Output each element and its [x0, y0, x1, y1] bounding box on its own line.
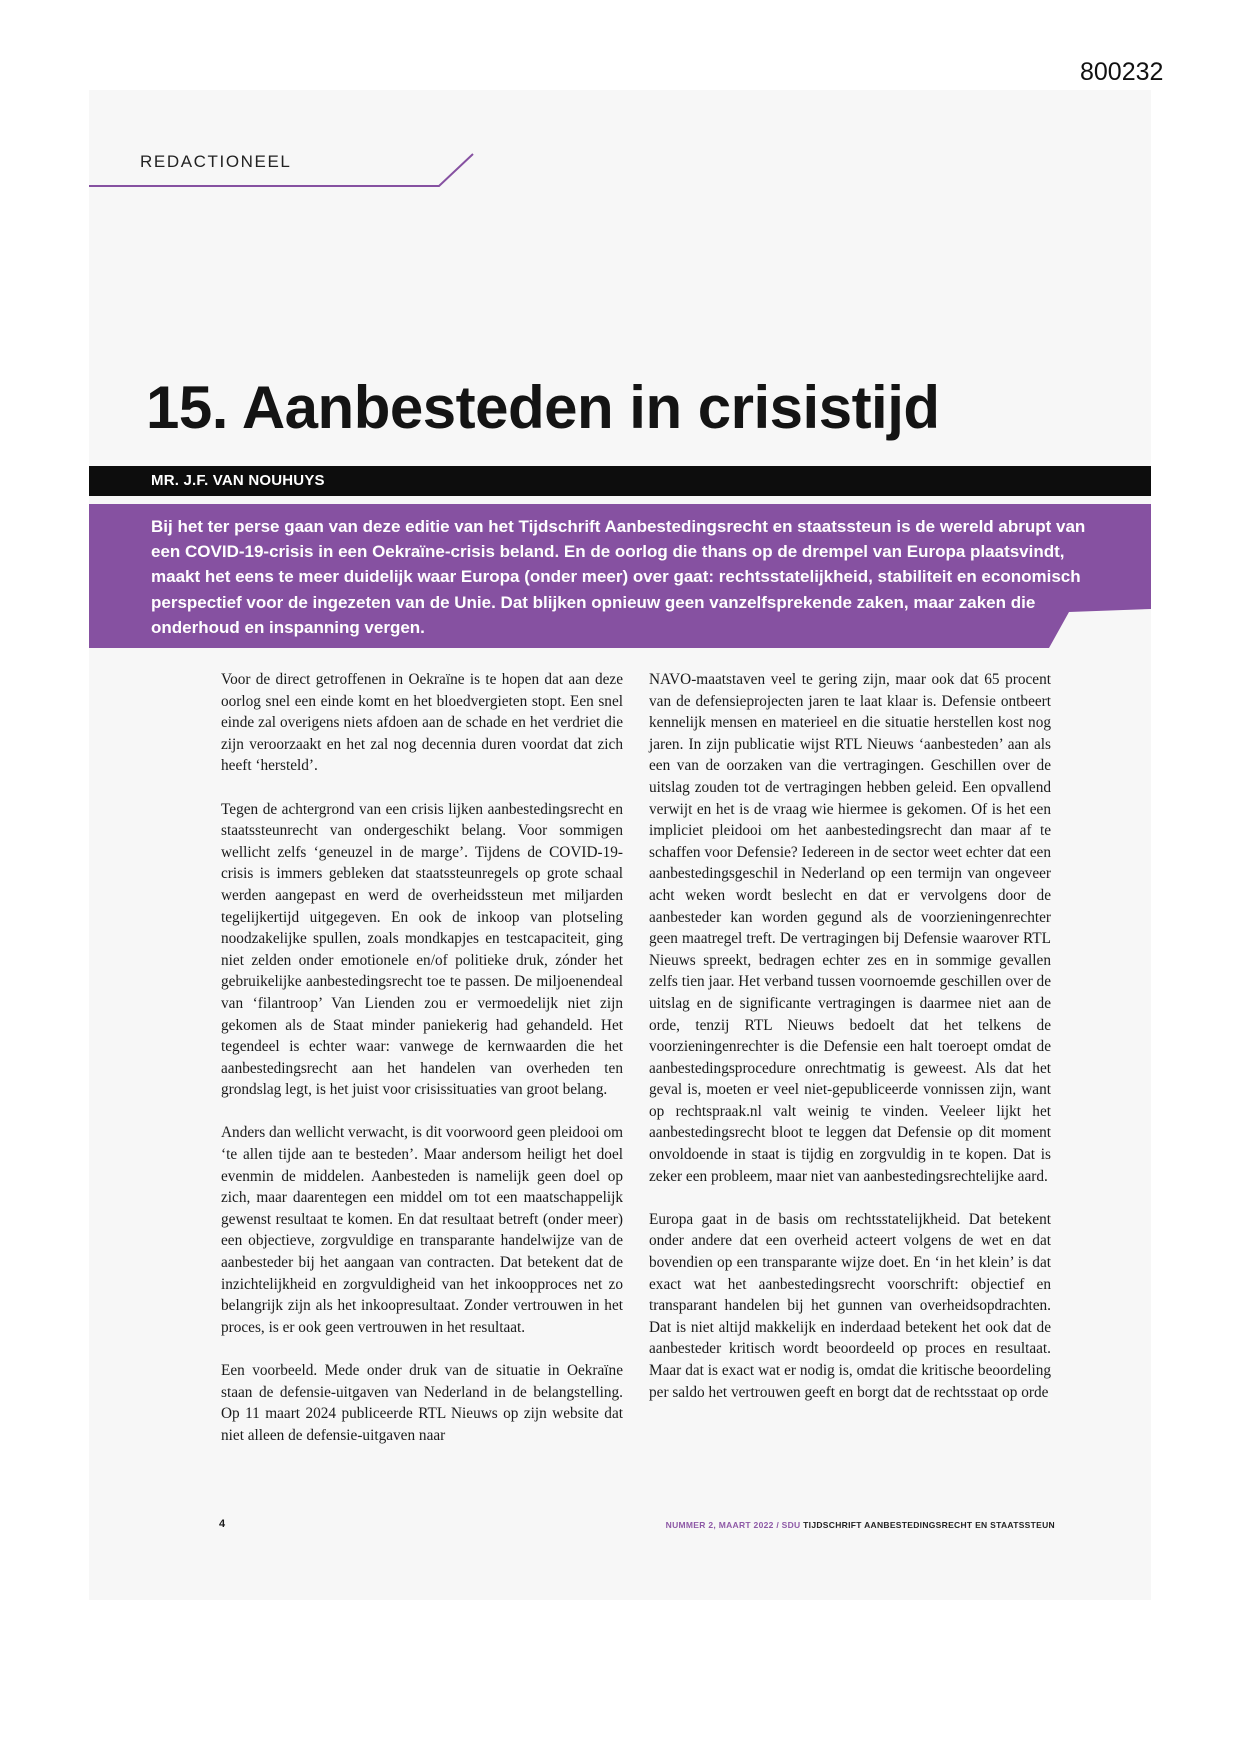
footer-journal: TIJDSCHRIFT AANBESTEDINGSRECHT EN STAATSSTEUN [803, 1520, 1055, 1530]
author-name: MR. J.F. VAN NOUHUYS [151, 472, 325, 489]
document-id: 800232 [1080, 58, 1164, 86]
body-paragraph: Anders dan wellicht verwacht, is dit voorwoord geen pleidooi om ‘te allen tijde aan te besteden’. Maar andersom heiligt het doel evenmin de middelen. Aanbesteden is namelijk geen doel op zich, maar daarentegen een middel om tot een maatschappelijk gewenst resultaat te komen. En dat resultaat betreft (onder meer) een objectieve, zorgvuldige en transparante handelwijze van de aanbesteder bij het aangaan van contracten. Dat betekent dat de inzichtelijkheid en zorgvuldigheid van het inkoopproces net zo belangrijk zijn als het inkoopresultaat. Zonder vertrouwen in het proces, is er ook geen vertrouwen in het resultaat. [221, 1124, 623, 1336]
section-label: REDACTIONEEL [140, 152, 292, 171]
lead-paragraph: Bij het ter perse gaan van deze editie van het Tijdschrift Aanbestedingsrecht en staatssteun is de wereld abrupt van een COVID-19-crisis in een Oekraïne-crisis beland. En de oorlog die thans op de drempel van Europa plaatsvindt, maakt het eens te meer duidelijk waar Europa (onder meer) over gaat: rechtsstatelijkheid, stabiliteit en economisch perspectief voor de ingezeten van de Unie. Dat blijken opnieuw geen vanzelfsprekende zaken, maar zaken die onderhoud en inspanning vergen. [151, 517, 1086, 637]
body-paragraph: Een voorbeeld. Mede onder druk van de situatie in Oekraïne staan de defensie-uitgaven van Nederland in de belangstelling. Op 11 maart 2024 publiceerde RTL Nieuws op zijn website dat niet alleen de defensie-uitgaven naar [221, 1362, 623, 1444]
body-paragraph: Voor de direct getroffenen in Oekraïne is te hopen dat aan deze oorlog snel een einde komt en het bloedvergieten stopt. Een snel einde zal overigens niets afdoen aan de schade en het verdriet die zijn veroorzaakt en het zal nog decennia duren voordat dat zich heeft ‘hersteld’. [221, 671, 623, 775]
body-column-left [221, 669, 623, 1468]
page-number: 4 [219, 1518, 226, 1530]
body-paragraph: Tegen de achtergrond van een crisis lijken aanbestedingsrecht en staatssteunrecht van ondergeschikt belang. Voor sommigen wellicht zelfs ‘geneuzel in de marge’. Tijdens de COVID-19-crisis is immers gebleken dat staatssteunregels op grote schaal werden aangepast en werd de overheidssteun met miljarden tegelijkertijd uitgegeven. En ook de inkoop van plotseling noodzakelijke spullen, zoals mondkapjes en testcapaciteit, ging niet zelden onder emotionele en/of politieke druk, zónder het gebruikelijke aanbestedingsrecht toe te passen. De miljoenendeal van ‘filantroop’ Van Lienden zou er vermoedelijk niet zijn gekomen als de Staat minder paniekerig had gehandeld. Het tegendeel is echter waar: vanwege de kernwaarden die het aanbestedingsrecht aan het handelen van overheden ten grondslag legt, is het juist voor crisissituaties van groot belang. [221, 800, 623, 1099]
body-paragraph: NAVO-maatstaven veel te gering zijn, maar ook dat 65 procent van de defensieprojecten jaren te laat klaar is. Defensie ontbeert kennelijk mensen en materieel en die situatie herstellen kost nog jaren. In zijn publicatie wijst RTL Nieuws ‘aanbesteden’ aan als een van de oorzaken van die vertragingen. Geschillen over de uitslag zouden tot de vertragingen hebben geleid. Een opvallend verwijt en het is de vraag wie hiermee is gekomen. Of is het een impliciet pleidooi om het aanbestedingsrecht dan maar af te schaffen voor Defensie? Iedereen in de sector weet echter dat een aanbestedingsgeschil in Nederland op een termijn van ongeveer acht weken wordt beslecht en dat er vervolgens door de aanbesteder kan worden gegund als de voorzieningenrechter geen maatregel treft. De vertragingen bij Defensie waarover RTL Nieuws spreekt, bedragen echter zes en in sommige gevallen zelfs tien jaar. Het verband tussen voornoemde geschillen over de uitslag en de significante vertragingen is daarmee niet aan de orde, tenzij RTL Nieuws bedoelt dat het telkens de voorzieningenrechter is die Defensie een halt toeroept omdat de aanbestedingsprocedure onrechtmatig is geweest. Als dat het geval is, moeten er veel niet-gepubliceerde vonnissen zijn, want op rechtspraak.nl valt weinig te vinden. Veeleer lijkt het aanbestedingsrecht bloot te leggen dat Defensie op dit moment onvoldoende in staat is tijdig en zorgvuldig in te kopen. Dat is zeker een probleem, maar niet van aanbestedingsrechtelijke aard. [649, 671, 1051, 1185]
article-title: 15. Aanbesteden in crisistijd [146, 374, 940, 441]
running-footer [666, 1520, 1055, 1530]
footer-issue: NUMMER 2, MAART 2022 / SDU [665, 1520, 801, 1530]
body-column-right [649, 669, 1051, 1425]
body-paragraph: Europa gaat in de basis om rechtsstatelijkheid. Dat betekent onder andere dat een overheid acteert volgens de wet en dat bovendien op een transparante wijze doet. En ‘in het klein’ is dat exact wat het aanbestedingsrecht voorschrift: objectief en transparant handelen bij het gunnen van overheidsopdrachten. Dat is niet altijd makkelijk en inderdaad betekent het ook dat de aanbesteder kritisch wordt beoordeeld op proces en resultaat. Maar dat is exact wat er nodig is, omdat die kritische beoordeling per saldo het vertrouwen geeft en borgt dat de rechtsstaat op orde [649, 1210, 1051, 1401]
